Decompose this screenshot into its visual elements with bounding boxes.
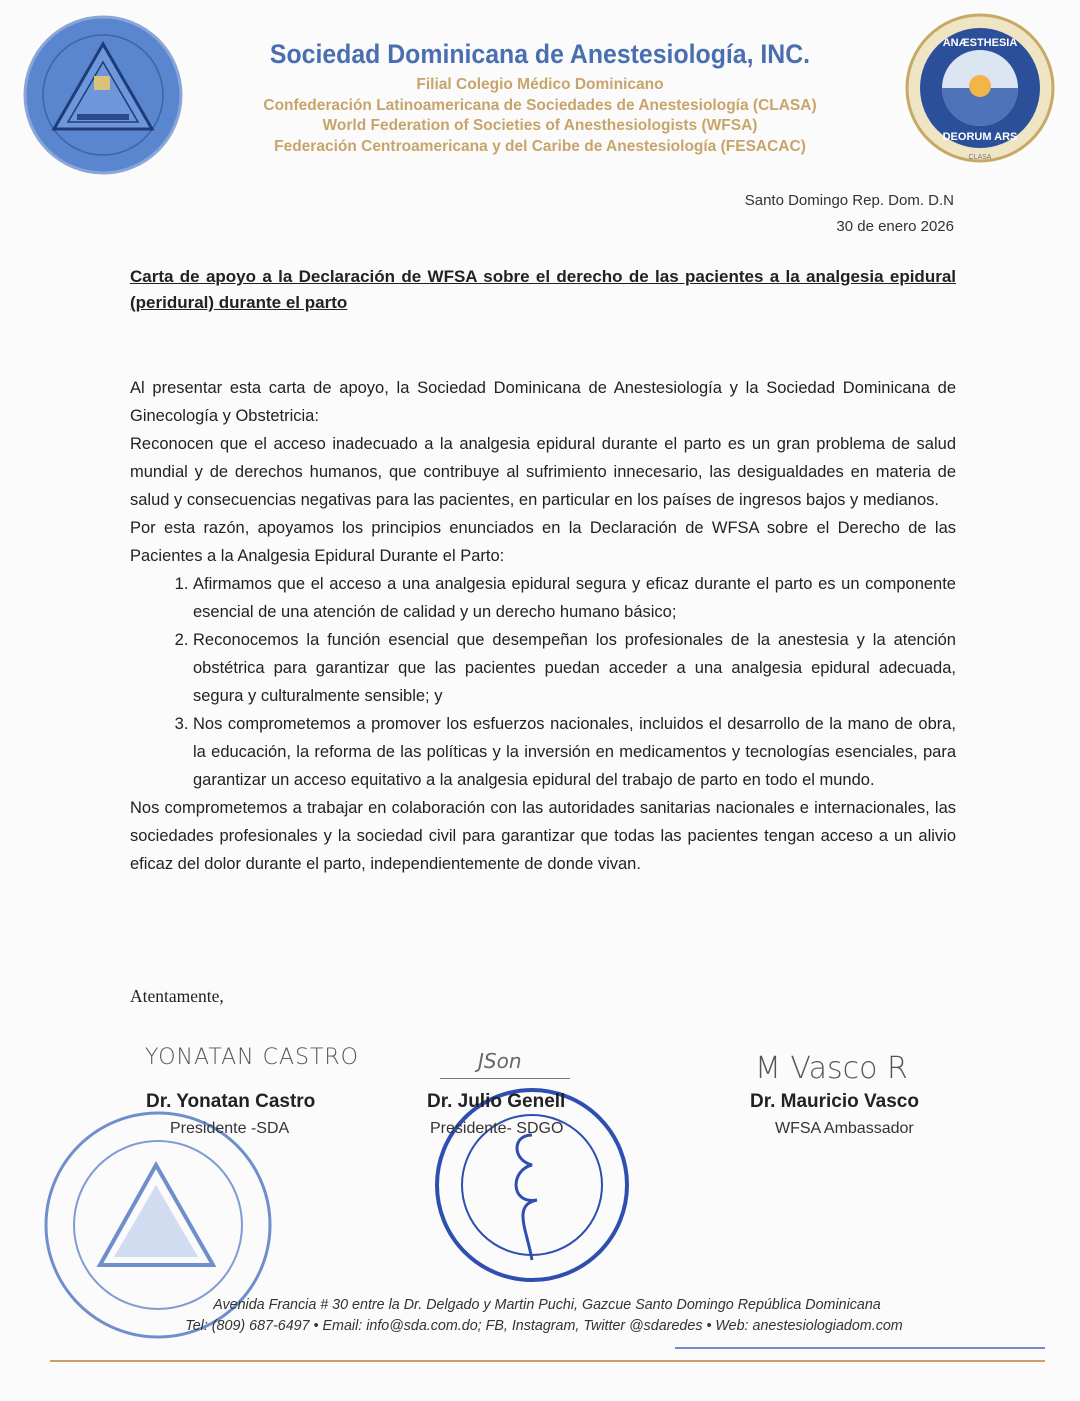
letter-title: Carta de apoyo a la Declaración de WFSA sobre el derecho de las pacientes a la analgesia epidural (peridural) durante el parto	[130, 267, 956, 312]
signatory-name: Dr. Julio Genell	[427, 1091, 566, 1112]
affiliations	[0, 75, 1080, 157]
principles-list	[130, 570, 956, 794]
list-item: 2. Reconocemos la función esencial que desempeñan los profesionales de la anestesia y la atención obstétrica para garantizar que las pacientes puedan acceder a una analgesia epidural adecuada, segura y culturalmente sensible; y	[193, 626, 956, 710]
letter-body	[130, 374, 956, 878]
signature-genell: JSon	[478, 1049, 522, 1073]
paragraph: Por esta razón, apoyamos los principios enunciados en la Declaración de WFSA sobre el Derecho de las Pacientes a la Analgesia Epidural Durante el Parto:	[130, 519, 956, 565]
footer-gold-rule	[50, 1360, 1045, 1362]
signature-line	[440, 1078, 570, 1079]
affiliation: Federación Centroamericana y del Caribe de Anestesiología (FESACAC)	[274, 137, 806, 155]
footer-blue-rule	[675, 1347, 1045, 1349]
paragraph: Al presentar esta carta de apoyo, la Sociedad Dominicana de Anestesiología y la Sociedad Dominicana de Ginecología y Obstetricia:	[130, 379, 956, 425]
closing: Atentamente,	[130, 986, 224, 1006]
footer-address: Avenida Francia # 30 entre la Dr. Delgado y Martin Puchi, Gazcue Santo Domingo República Dominicana	[213, 1297, 881, 1313]
svg-text:CLASA: CLASA	[968, 154, 992, 161]
paragraph: Reconocen que el acceso inadecuado a la analgesia epidural durante el parto es un gran problema de salud mundial y de derechos humanos, que contribuye al sufrimiento innecesario, las desigualdades en materia de salud y consecuencias negativas para las pacientes, en particular en los países de ingresos bajos y medianos.	[130, 435, 956, 509]
signature-vasco: M Vasco R	[755, 1051, 908, 1086]
sdgo-stamp	[432, 1085, 632, 1285]
signatory-name: Dr. Yonatan Castro	[146, 1091, 316, 1112]
signatory-role: Presidente- SDGO	[430, 1120, 564, 1137]
affiliation: Confederación Latinoamericana de Sociedades de Anestesiología (CLASA)	[263, 96, 817, 114]
place: Santo Domingo Rep. Dom. D.N	[744, 192, 954, 209]
affiliation: World Federation of Societies of Anesthesiologists (WFSA)	[322, 117, 758, 134]
signatory-role: Presidente -SDA	[170, 1120, 290, 1137]
signature-castro: YONATAN CASTRO	[145, 1045, 359, 1070]
list-item: 3. Nos comprometemos a promover los esfuerzos nacionales, incluidos el desarrollo de la mano de obra, la educación, la reforma de las políticas y la inversión en medicamentos y tecnologías esenciales, para garantizar un acceso equitativo a la analgesia epidural del trabajo de parto en todo el mundo.	[193, 710, 956, 794]
signatory-role: WFSA Ambassador	[775, 1120, 914, 1137]
organization-name: Sociedad Dominicana de Anestesiología, INC.	[269, 39, 811, 69]
date: 30 de enero 2026	[836, 218, 954, 235]
footer-contact: Tel: (809) 687-6497 • Email: info@sda.com.do; FB, Instagram, Twitter @sdaredes • Web: anestesiologiadom.com	[185, 1318, 903, 1334]
svg-text:ANÆSTHESIA: ANÆSTHESIA	[942, 37, 1018, 49]
svg-text:DEORUM ARS: DEORUM ARS	[942, 131, 1018, 143]
affiliation: Filial Colegio Médico Dominicano	[416, 76, 664, 93]
paragraph: Nos comprometemos a trabajar en colaboración con las autoridades sanitarias nacionales e internacionales, las sociedades profesionales y la sociedad civil para garantizar que todas las pacientes tengan acceso a un alivio eficaz del dolor durante el parto, independientemente de donde vivan.	[130, 799, 956, 873]
signatory-name: Dr. Mauricio Vasco	[750, 1091, 919, 1112]
list-item: 1. Afirmamos que el acceso a una analgesia epidural segura y eficaz durante el parto es un componente esencial de una atención de calidad y un derecho humano básico;	[193, 570, 956, 626]
place-date	[745, 188, 954, 240]
